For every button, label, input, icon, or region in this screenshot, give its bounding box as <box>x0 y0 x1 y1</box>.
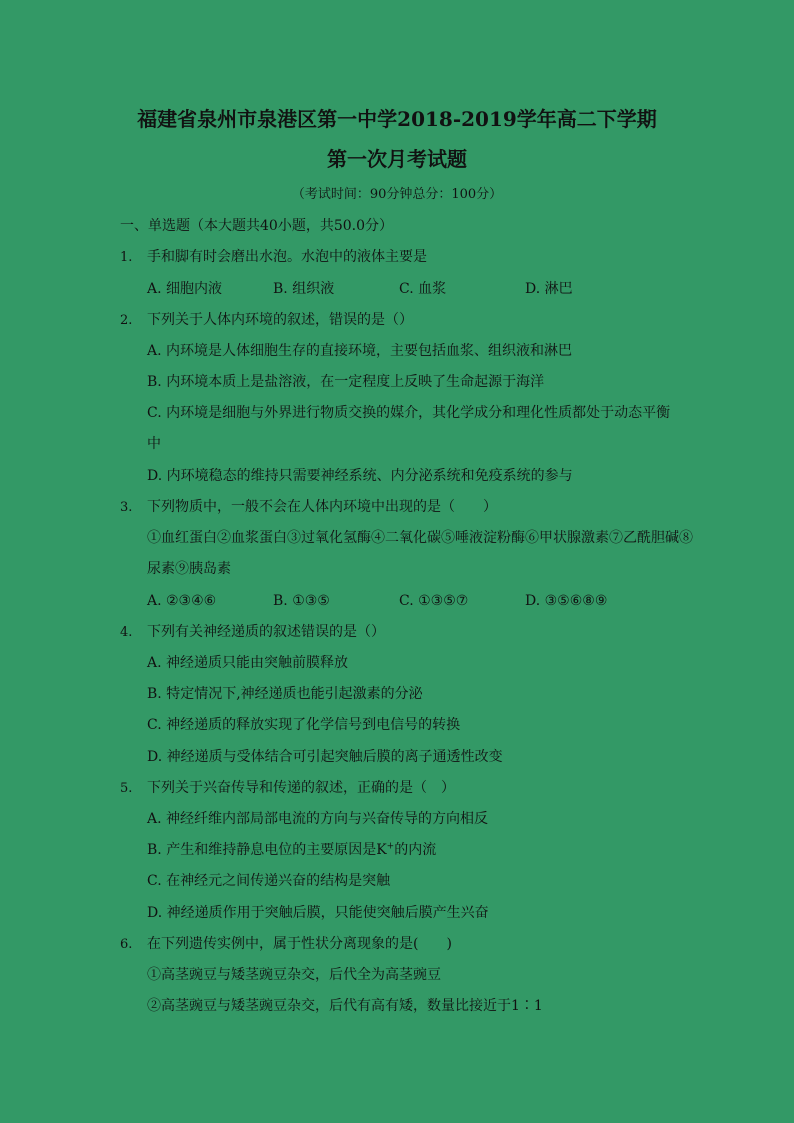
question-stem: 手和脚有时会磨出水泡。水泡中的液体主要是 <box>147 249 427 265</box>
substance-list-continued: 尿素⑨胰岛素 <box>147 561 231 577</box>
option-c: C. 在神经元之间传递兴奋的结构是突触 <box>147 873 391 889</box>
exam-info: （考试时间：90分钟总分：100分） <box>291 187 503 202</box>
option-c: C. 内环境是细胞与外界进行物质交换的媒介，其化学成分和理化性质都处于动态平衡 <box>147 405 671 421</box>
option-d: D. 淋巴 <box>525 281 573 297</box>
option-c-continued: 中 <box>147 436 161 452</box>
option-a: A. 内环境是人体细胞生存的直接环境，主要包括血浆、组织液和淋巴 <box>147 343 573 359</box>
option-d: D. 神经递质与受体结合可引起突触后膜的离子通透性改变 <box>147 749 503 765</box>
question-stem: 下列关于兴奋传导和传递的叙述，正确的是（ ） <box>147 780 455 796</box>
option-d: D. ③⑤⑥⑧⑨ <box>525 593 608 609</box>
option-b: B. 内环境本质上是盐溶液，在一定程度上反映了生命起源于海洋 <box>147 374 545 390</box>
question-stem: 下列关于人体内环境的叙述，错误的是（） <box>147 312 413 328</box>
option-d: D. 内环境稳态的维持只需要神经系统、内分泌系统和免疫系统的参与 <box>147 468 573 484</box>
section-heading: 一、单选题（本大题共40小题，共50.0分） <box>120 218 393 234</box>
question-stem: 在下列遗传实例中，属于性状分离现象的是( ) <box>147 936 452 952</box>
page-title-line2: 第一次月考试题 <box>327 147 467 171</box>
option-a: A. 神经纤维内部局部电流的方向与兴奋传导的方向相反 <box>147 811 489 827</box>
question-number: 1. <box>120 250 133 265</box>
question-number: 6. <box>120 937 133 952</box>
option-b-superscript: + <box>386 841 395 852</box>
option-b-tail: 的内流 <box>394 842 437 858</box>
page-title: 福建省泉州市泉港区第一中学2018-2019学年高二下学期 <box>137 107 657 131</box>
question-number: 3. <box>120 500 133 515</box>
question-number: 2. <box>120 313 133 328</box>
option-a: A. 细胞内液 <box>147 281 223 297</box>
option-c: C. 血浆 <box>399 281 447 297</box>
option-b: B. 特定情况下,神经递质也能引起激素的分泌 <box>147 686 423 702</box>
option-c: C. 神经递质的释放实现了化学信号到电信号的转换 <box>147 717 461 733</box>
option-b <box>147 841 436 859</box>
substance-list: ①血红蛋白②血浆蛋白③过氧化氢酶④二氧化碳⑤唾液淀粉酶⑥甲状腺激素⑦乙酰胆碱⑧ <box>147 530 693 546</box>
case-1: ①高茎豌豆与矮茎豌豆杂交，后代全为高茎豌豆 <box>147 967 441 983</box>
question-number: 5. <box>120 781 133 796</box>
option-a: A. 神经递质只能由突触前膜释放 <box>147 655 349 671</box>
case-2: ②高茎豌豆与矮茎豌豆杂交，后代有高有矮，数量比接近于1∶1 <box>147 998 543 1014</box>
option-b: B. ①③⑤ <box>273 593 330 609</box>
option-a: A. ②③④⑥ <box>147 593 217 609</box>
option-b-text: B. 产生和维持静息电位的主要原因是K <box>147 842 387 858</box>
option-b: B. 组织液 <box>273 281 335 297</box>
question-stem: 下列物质中，一般不会在人体内环境中出现的是（ ） <box>147 499 497 515</box>
question-stem: 下列有关神经递质的叙述错误的是（） <box>147 624 385 640</box>
question-number: 4. <box>120 625 133 640</box>
option-c: C. ①③⑤⑦ <box>399 593 469 609</box>
option-d: D. 神经递质作用于突触后膜，只能使突触后膜产生兴奋 <box>147 905 489 921</box>
